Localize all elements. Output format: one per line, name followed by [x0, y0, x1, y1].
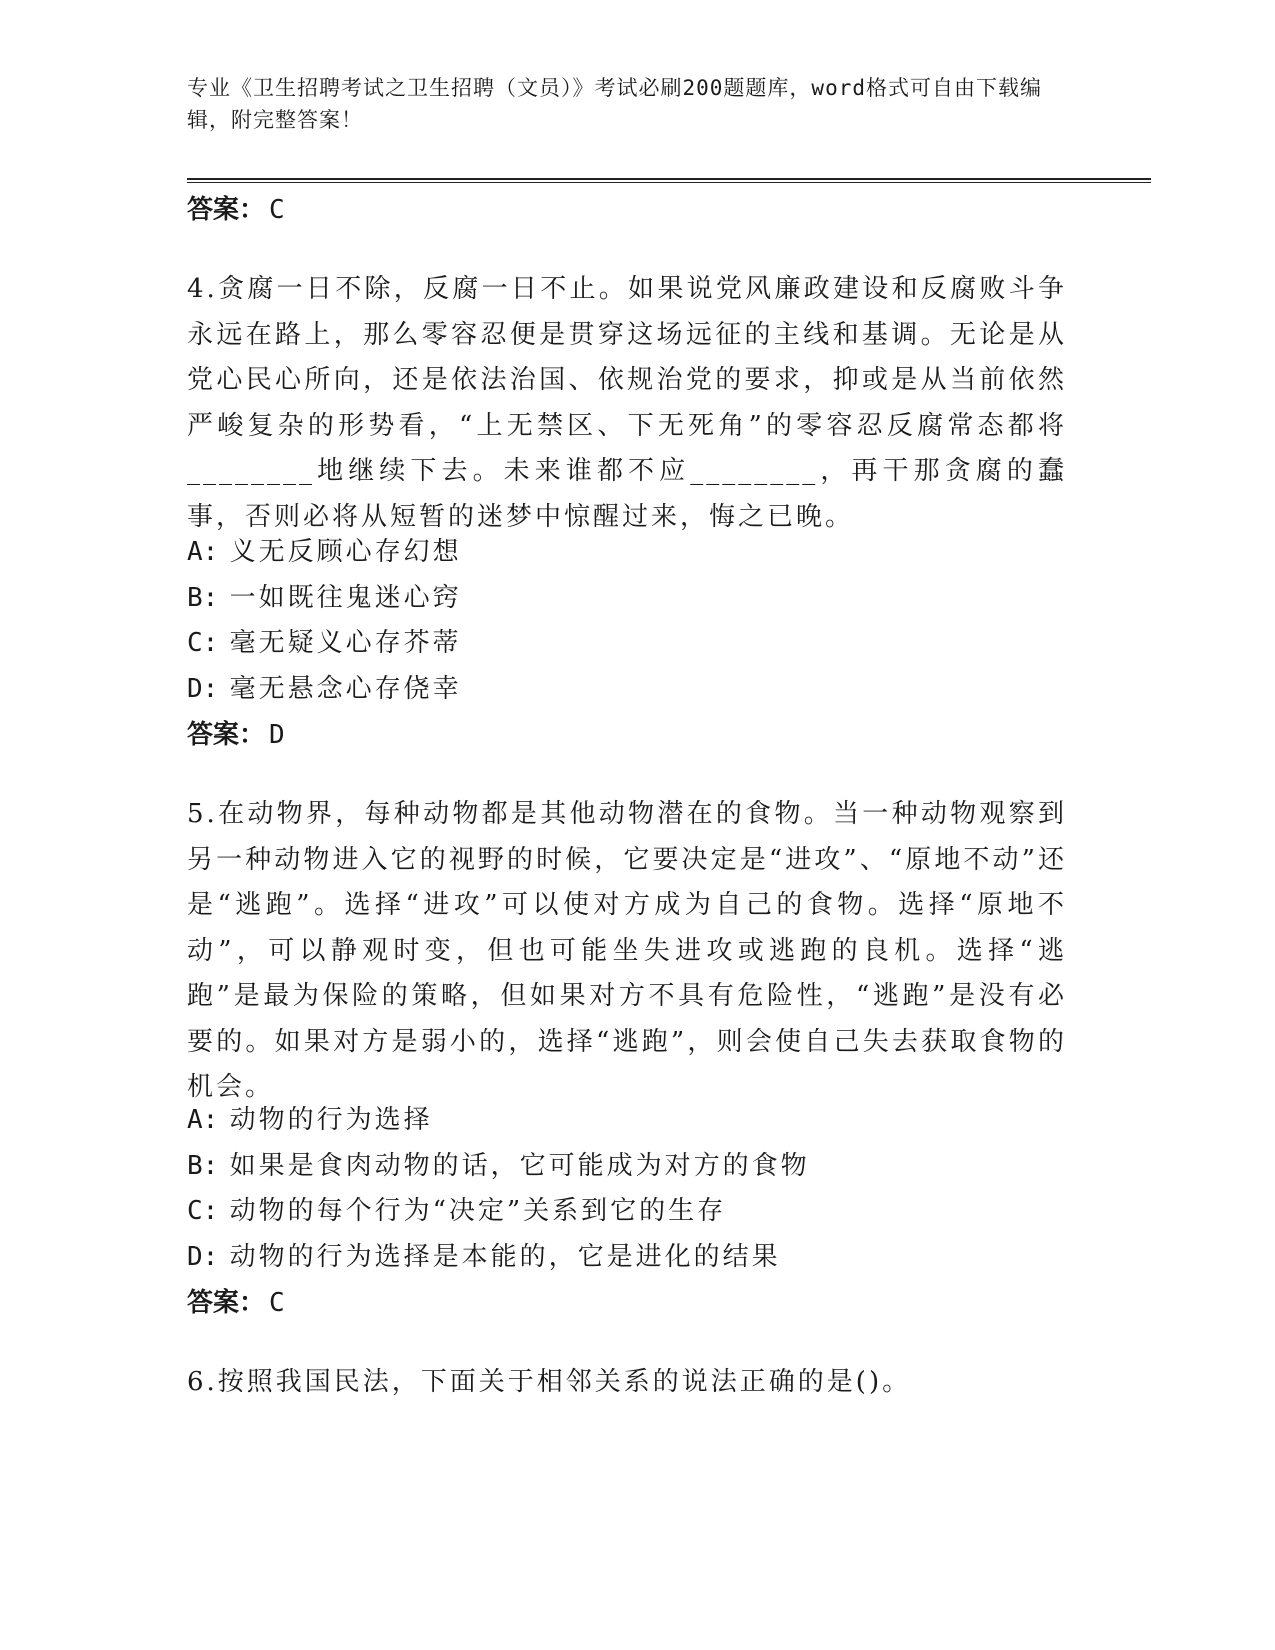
- answer-label: 答案：: [187, 195, 266, 225]
- question-5-answer: [187, 1286, 285, 1320]
- answer-value: C: [269, 1288, 285, 1318]
- prev-answer: [187, 193, 285, 227]
- option-d[interactable]: D: 毫无悬念心存侥幸: [187, 673, 462, 704]
- option-b[interactable]: B: 如果是食肉动物的话，它可能成为对方的食物: [187, 1150, 810, 1181]
- header-rule: [187, 178, 1151, 180]
- question-4-stem: 4.贪腐一日不除，反腐一日不止。如果说党风廉政建设和反腐败斗争永远在路上，那么零容忍便是贯穿这场远征的主线和基调。无论是从党心民心所向，还是依法治国、依规治党的要求，抑或是从当前依然严峻复杂的形势看，“上无禁区、下无死角”的零容忍反腐常态都将________地继续下去。未来谁都不应________，再干那贪腐的蠢事，否则必将从短暂的迷梦中惊醒过来，悔之已晚。: [187, 274, 1067, 532]
- question-4-options: [187, 530, 1067, 712]
- question-5-stem: 5.在动物界，每种动物都是其他动物潜在的食物。当一种动物观察到另一种动物进入它的视野的时候，它要决定是“进攻”、“原地不动”还是“逃跑”。选择“进攻”可以使对方成为自己的食物。选择“原地不动”，可以静观时变，但也可能坐失进攻或逃跑的良机。选择“逃跑”是最为保险的策略，但如果对方不具有危险性，“逃跑”是没有必要的。如果对方是弱小的，选择“逃跑”，则会使自己失去获取食物的机会。: [187, 799, 1067, 1102]
- option-b[interactable]: B: 一如既往鬼迷心窍: [187, 582, 462, 613]
- option-c[interactable]: C: 动物的每个行为“决定”关系到它的生存: [187, 1196, 727, 1226]
- question-6-stem: 6.按照我国民法，下面关于相邻关系的说法正确的是()。: [187, 1367, 912, 1397]
- option-c[interactable]: C: 毫无疑义心存芥蒂: [187, 628, 462, 658]
- answer-value: D: [269, 720, 285, 750]
- answer-label: 答案：: [187, 1288, 266, 1318]
- answer-label: 答案：: [187, 720, 266, 750]
- question-5-options: [187, 1098, 1067, 1280]
- option-a[interactable]: A: 义无反顾心存幻想: [187, 537, 462, 567]
- answer-value: C: [269, 195, 285, 225]
- page-header: 专业《卫生招聘考试之卫生招聘（文员）》考试必刷200题题库，word格式可自由下载编辑，附完整答案！: [187, 76, 1042, 132]
- question-4-answer: [187, 718, 285, 752]
- option-a[interactable]: A: 动物的行为选择: [187, 1105, 433, 1135]
- header-rule-thin: [187, 182, 1151, 183]
- option-d[interactable]: D: 动物的行为选择是本能的，它是进化的结果: [187, 1241, 781, 1272]
